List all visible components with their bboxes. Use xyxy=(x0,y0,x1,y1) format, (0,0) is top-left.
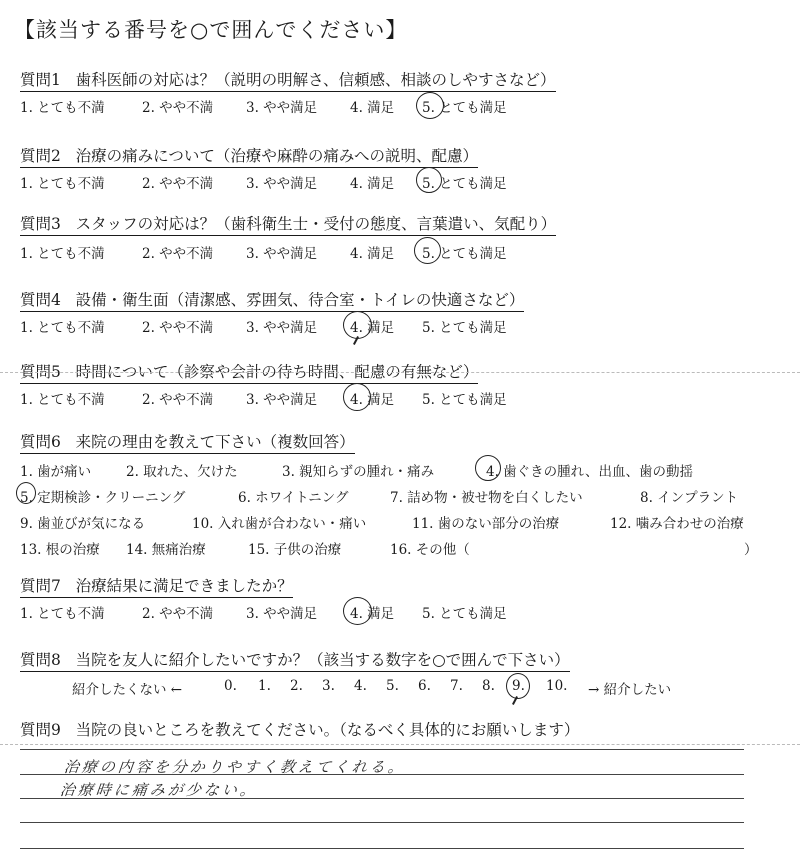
question-4 xyxy=(20,288,524,312)
selection-circle xyxy=(416,167,442,193)
option-3[interactable]: 3. やや満足 xyxy=(246,320,318,336)
fold-line xyxy=(0,744,800,745)
scale-high-label: → 紹介したい xyxy=(588,682,672,698)
question-8-label: 質問8 xyxy=(20,651,61,669)
option-2[interactable]: 2. やや不満 xyxy=(142,320,214,336)
option-3[interactable]: 3. やや満足 xyxy=(246,176,318,192)
question-5-label: 質問5 xyxy=(20,363,61,381)
option-4[interactable]: 4. 満足 xyxy=(350,176,395,192)
option-5[interactable]: 5. とても満足 xyxy=(422,246,507,262)
reason-15[interactable]: 15. 子供の治療 xyxy=(248,542,342,558)
reason-5[interactable]: 5. 定期検診・クリーニング xyxy=(20,490,186,506)
question-8 xyxy=(20,648,570,672)
reason-11[interactable]: 11. 歯のない部分の治療 xyxy=(412,516,560,532)
question-1-text: 歯科医師の対応は？（説明の明解さ、信頼感、相談のしやすさなど） xyxy=(75,71,556,89)
scale-low-label: 紹介したくない ← xyxy=(72,682,183,698)
reason-9[interactable]: 9. 歯並びが気になる xyxy=(20,516,146,532)
reason-6[interactable]: 6. ホワイトニング xyxy=(238,490,349,506)
question-9 xyxy=(20,718,579,741)
scale-6[interactable]: 6. xyxy=(418,678,431,694)
reason-16[interactable]: 16. その他（ xyxy=(390,542,470,558)
question-4-label: 質問4 xyxy=(20,291,61,309)
question-3-text: スタッフの対応は？（歯科衛生士・受付の態度、言葉遣い、気配り） xyxy=(75,215,557,233)
selection-circle xyxy=(506,673,530,699)
question-7-label: 質問7 xyxy=(20,577,61,595)
question-6 xyxy=(20,430,355,454)
question-9-text: 当院の良いところを教えてください。（なるべく具体的にお願いします） xyxy=(75,721,580,739)
scale-1[interactable]: 1. xyxy=(258,678,271,694)
scale-2[interactable]: 2. xyxy=(290,678,303,694)
scale-5[interactable]: 5. xyxy=(386,678,399,694)
option-2[interactable]: 2. やや不満 xyxy=(142,100,214,116)
option-2[interactable]: 2. やや不満 xyxy=(142,246,214,262)
handwritten-answer-1[interactable]: 治療の内容を分かりやすく教えてくれる。 xyxy=(63,758,407,776)
scale-7[interactable]: 7. xyxy=(450,678,463,694)
question-8-text: 当院を友人に紹介したいですか？（該当する数字を○で囲んで下さい） xyxy=(75,651,570,669)
reason-8[interactable]: 8. インプラント xyxy=(640,490,739,506)
option-5[interactable]: 5. とても満足 xyxy=(422,320,507,336)
option-4[interactable]: 4. 満足 xyxy=(350,606,395,622)
reason-13[interactable]: 13. 根の治療 xyxy=(20,542,100,558)
scale-0[interactable]: 0. xyxy=(224,678,237,694)
option-5[interactable]: 5. とても満足 xyxy=(422,176,507,192)
reason-1[interactable]: 1. 歯が痛い xyxy=(20,464,92,480)
option-1[interactable]: 1. とても不満 xyxy=(20,176,105,192)
question-3-label: 質問3 xyxy=(20,215,61,233)
option-4[interactable]: 4. 満足 xyxy=(350,392,395,408)
option-3[interactable]: 3. やや満足 xyxy=(246,606,318,622)
option-4[interactable]: 4. 満足 xyxy=(350,320,395,336)
selection-circle xyxy=(343,311,372,339)
question-7 xyxy=(20,574,293,598)
question-4-text: 設備・衛生面（清潔感、雰囲気、待合室・トイレの快適さなど） xyxy=(75,291,525,309)
selection-circle xyxy=(343,597,372,625)
option-5[interactable]: 5. とても満足 xyxy=(422,392,507,408)
reason-4[interactable]: 4. 歯ぐきの腫れ、出血、歯の動揺 xyxy=(486,464,693,480)
question-1 xyxy=(20,68,556,92)
question-6-text: 来院の理由を教えて下さい（複数回答） xyxy=(75,433,355,451)
reason-14[interactable]: 14. 無痛治療 xyxy=(126,542,206,558)
question-2-label: 質問2 xyxy=(20,147,61,165)
scale-8[interactable]: 8. xyxy=(482,678,495,694)
option-1[interactable]: 1. とても不満 xyxy=(20,100,105,116)
question-6-label: 質問6 xyxy=(20,433,61,451)
answer-line xyxy=(20,848,744,849)
question-3 xyxy=(20,212,556,236)
answer-line xyxy=(20,822,744,823)
page-title: 【該当する番号を○で囲んでください】 xyxy=(14,18,408,42)
question-2-text: 治療の痛みについて（治療や麻酔の痛みへの説明、配慮） xyxy=(75,147,479,165)
reason-10[interactable]: 10. 入れ歯が合わない・痛い xyxy=(192,516,367,532)
question-5-text: 時間について（診察や会計の待ち時間、配慮の有無など） xyxy=(75,363,479,381)
fold-line xyxy=(0,372,800,373)
option-4[interactable]: 4. 満足 xyxy=(350,246,395,262)
scale-4[interactable]: 4. xyxy=(354,678,367,694)
option-3[interactable]: 3. やや満足 xyxy=(246,392,318,408)
option-1[interactable]: 1. とても不満 xyxy=(20,320,105,336)
selection-circle xyxy=(414,237,441,264)
reason-12[interactable]: 12. 噛み合わせの治療 xyxy=(610,516,744,532)
question-7-text: 治療結果に満足できましたか？ xyxy=(75,577,293,595)
question-9-label: 質問9 xyxy=(20,721,61,739)
option-5[interactable]: 5. とても満足 xyxy=(422,100,507,116)
option-1[interactable]: 1. とても不満 xyxy=(20,246,105,262)
option-1[interactable]: 1. とても不満 xyxy=(20,392,105,408)
selection-circle xyxy=(16,482,36,504)
answer-line xyxy=(20,749,744,750)
scale-10[interactable]: 10. xyxy=(546,678,568,694)
reason-16-close: ） xyxy=(744,542,758,558)
question-2 xyxy=(20,144,478,168)
option-5[interactable]: 5. とても満足 xyxy=(422,606,507,622)
option-4[interactable]: 4. 満足 xyxy=(350,100,395,116)
selection-circle xyxy=(343,383,371,411)
selection-circle xyxy=(416,92,444,119)
reason-3[interactable]: 3. 親知らずの腫れ・痛み xyxy=(282,464,435,480)
scale-9[interactable]: 9. xyxy=(512,678,525,694)
option-2[interactable]: 2. やや不満 xyxy=(142,606,214,622)
option-2[interactable]: 2. やや不満 xyxy=(142,392,214,408)
option-1[interactable]: 1. とても不満 xyxy=(20,606,105,622)
option-3[interactable]: 3. やや満足 xyxy=(246,100,318,116)
selection-circle xyxy=(475,455,501,481)
option-3[interactable]: 3. やや満足 xyxy=(246,246,318,262)
handwritten-answer-2[interactable]: 治療時に痛みが少ない。 xyxy=(59,781,259,799)
answer-line xyxy=(20,774,744,775)
reason-7[interactable]: 7. 詰め物・被せ物を白くしたい xyxy=(390,490,583,506)
scale-3[interactable]: 3. xyxy=(322,678,335,694)
question-1-label: 質問1 xyxy=(20,71,61,89)
reason-2[interactable]: 2. 取れた、欠けた xyxy=(126,464,238,480)
option-2[interactable]: 2. やや不満 xyxy=(142,176,214,192)
answer-line xyxy=(20,798,744,799)
